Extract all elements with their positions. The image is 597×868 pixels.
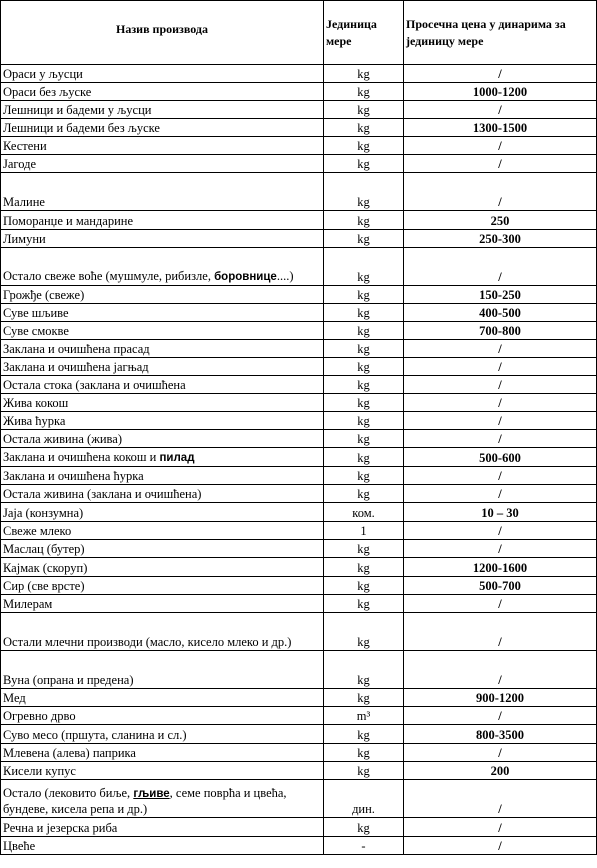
price-cell: / — [404, 430, 597, 448]
unit-cell: kg — [324, 595, 404, 613]
price-cell: / — [404, 137, 597, 155]
unit-cell: kg — [324, 412, 404, 430]
unit-cell: kg — [324, 322, 404, 340]
table-row — [1, 83, 597, 101]
table-row — [1, 744, 597, 762]
unit-cell: 1 — [324, 522, 404, 540]
unit-cell: kg — [324, 230, 404, 248]
table-row — [1, 376, 597, 394]
table-row — [1, 577, 597, 595]
price-cell: / — [404, 248, 597, 286]
price-cell: / — [404, 101, 597, 119]
unit-cell: m³ — [324, 707, 404, 725]
unit-cell: kg — [324, 394, 404, 412]
table-row — [1, 837, 597, 855]
unit-cell: kg — [324, 358, 404, 376]
table-row — [1, 503, 597, 522]
unit-cell: kg — [324, 485, 404, 503]
table-row — [1, 119, 597, 137]
price-cell: 250 — [404, 211, 597, 230]
price-cell: / — [404, 540, 597, 558]
price-cell: / — [404, 485, 597, 503]
price-cell: / — [404, 155, 597, 173]
price-cell: 400-500 — [404, 304, 597, 322]
product-name: Лешници и бадеми у љусци — [1, 101, 324, 119]
table-row — [1, 613, 597, 651]
unit-cell: kg — [324, 286, 404, 304]
product-name: Милерам — [1, 595, 324, 613]
table-row — [1, 818, 597, 837]
price-cell: / — [404, 613, 597, 651]
product-name: Суво месо (пршута, сланина и сл.) — [1, 725, 324, 744]
price-cell: / — [404, 376, 597, 394]
table-row — [1, 780, 597, 818]
unit-cell: дин. — [324, 780, 404, 818]
price-cell: / — [404, 818, 597, 837]
product-name: Речна и језерска риба — [1, 818, 324, 837]
product-name: Остала живина (заклана и очишћена) — [1, 485, 324, 503]
unit-cell: kg — [324, 651, 404, 689]
price-cell: 200 — [404, 762, 597, 780]
header-row — [1, 1, 597, 65]
price-cell: / — [404, 837, 597, 855]
table-row — [1, 540, 597, 558]
unit-cell: kg — [324, 65, 404, 83]
table-row — [1, 155, 597, 173]
product-name: Огревно дрво — [1, 707, 324, 725]
product-name: Лешници и бадеми без љуске — [1, 119, 324, 137]
product-name: Кестени — [1, 137, 324, 155]
unit-cell: ком. — [324, 503, 404, 522]
product-name — [1, 448, 324, 467]
table-row — [1, 286, 597, 304]
table-row — [1, 394, 597, 412]
product-name: Млевена (алева) паприка — [1, 744, 324, 762]
product-name: Сир (све врсте) — [1, 577, 324, 595]
product-name: Жива кокош — [1, 394, 324, 412]
table-row — [1, 211, 597, 230]
price-cell: / — [404, 173, 597, 211]
product-name-part: Заклана и очишћена кокош и — [3, 450, 160, 464]
table-row — [1, 689, 597, 707]
header-price: Просечна цена у динарима за јединицу мере — [404, 1, 597, 65]
product-name: Поморанџе и мандарине — [1, 211, 324, 230]
product-name: Маслац (бутер) — [1, 540, 324, 558]
product-name: Суве шљиве — [1, 304, 324, 322]
unit-cell: - — [324, 837, 404, 855]
header-unit: Јединица мере — [324, 1, 404, 65]
table-row — [1, 173, 597, 211]
price-cell: / — [404, 358, 597, 376]
table-row — [1, 137, 597, 155]
product-name: Суве смокве — [1, 322, 324, 340]
product-name-part: Остало (лековито биље, — [3, 786, 134, 800]
product-name: Малине — [1, 173, 324, 211]
unit-cell: kg — [324, 448, 404, 467]
price-cell: / — [404, 595, 597, 613]
table-row — [1, 230, 597, 248]
table-row — [1, 558, 597, 577]
table-row — [1, 762, 597, 780]
price-cell: 800-3500 — [404, 725, 597, 744]
product-name: Свеже млеко — [1, 522, 324, 540]
table-row — [1, 485, 597, 503]
unit-cell: kg — [324, 577, 404, 595]
product-name-part: Остало свеже воће (мушмуле, рибизле, — [3, 269, 211, 283]
price-cell: 500-600 — [404, 448, 597, 467]
unit-cell: kg — [324, 558, 404, 577]
price-cell: 900-1200 — [404, 689, 597, 707]
table-row — [1, 101, 597, 119]
product-name-part: , семе поврћа и цвећа, бундеве, кисела репа и др.) — [3, 786, 287, 816]
unit-cell: kg — [324, 762, 404, 780]
unit-cell: kg — [324, 467, 404, 485]
table-row — [1, 358, 597, 376]
table-row — [1, 65, 597, 83]
unit-cell: kg — [324, 689, 404, 707]
product-name-part: ....) — [276, 269, 294, 283]
unit-cell: kg — [324, 304, 404, 322]
table-row — [1, 707, 597, 725]
unit-cell: kg — [324, 376, 404, 394]
unit-cell: kg — [324, 119, 404, 137]
price-cell: / — [404, 467, 597, 485]
price-cell: 1300-1500 — [404, 119, 597, 137]
price-cell: / — [404, 744, 597, 762]
product-name-emphasis: пилад — [159, 452, 195, 464]
unit-cell: kg — [324, 137, 404, 155]
product-name: Мед — [1, 689, 324, 707]
product-name: Кисели купус — [1, 762, 324, 780]
product-name: Ораси без љуске — [1, 83, 324, 101]
table-row — [1, 304, 597, 322]
price-cell: 10 – 30 — [404, 503, 597, 522]
product-name-emphasis: боровнице — [214, 271, 277, 283]
product-name-emphasis: гљиве — [133, 788, 170, 800]
product-name: Заклана и очишћена прасад — [1, 340, 324, 358]
product-name: Заклана и очишћена јагњад — [1, 358, 324, 376]
unit-cell: kg — [324, 540, 404, 558]
price-cell: / — [404, 522, 597, 540]
price-cell: / — [404, 707, 597, 725]
table-row — [1, 522, 597, 540]
product-name: Цвеће — [1, 837, 324, 855]
unit-cell: kg — [324, 340, 404, 358]
product-name: Јаја (конзумна) — [1, 503, 324, 522]
price-cell: 1000-1200 — [404, 83, 597, 101]
table-row — [1, 322, 597, 340]
unit-cell: kg — [324, 211, 404, 230]
unit-cell: kg — [324, 725, 404, 744]
unit-cell: kg — [324, 430, 404, 448]
product-name: Вуна (опрана и предена) — [1, 651, 324, 689]
table-row — [1, 725, 597, 744]
product-name: Ораси у љусци — [1, 65, 324, 83]
product-name: Остала стока (заклана и очишћена — [1, 376, 324, 394]
price-cell: / — [404, 65, 597, 83]
product-name: Грожђе (свеже) — [1, 286, 324, 304]
product-name: Заклана и очишћена ћурка — [1, 467, 324, 485]
price-cell: / — [404, 412, 597, 430]
table-row — [1, 595, 597, 613]
unit-cell: kg — [324, 613, 404, 651]
unit-cell: kg — [324, 818, 404, 837]
price-cell: / — [404, 394, 597, 412]
unit-cell: kg — [324, 744, 404, 762]
price-cell: 1200-1600 — [404, 558, 597, 577]
unit-cell: kg — [324, 83, 404, 101]
price-cell: / — [404, 340, 597, 358]
price-cell: / — [404, 780, 597, 818]
table-row — [1, 448, 597, 467]
unit-cell: kg — [324, 248, 404, 286]
price-cell: 150-250 — [404, 286, 597, 304]
product-name: Остала живина (жива) — [1, 430, 324, 448]
table-row — [1, 467, 597, 485]
product-name: Лимуни — [1, 230, 324, 248]
table-row — [1, 340, 597, 358]
price-cell: 500-700 — [404, 577, 597, 595]
price-cell: 250-300 — [404, 230, 597, 248]
unit-cell: kg — [324, 155, 404, 173]
header-product-name: Назив производа — [1, 1, 324, 65]
product-name: Остали млечни производи (масло, кисело млеко и др.) — [1, 613, 324, 651]
table-row — [1, 651, 597, 689]
unit-cell: kg — [324, 101, 404, 119]
product-name: Кајмак (скоруп) — [1, 558, 324, 577]
table-row — [1, 412, 597, 430]
table-row — [1, 248, 597, 286]
product-name: Јагоде — [1, 155, 324, 173]
product-name — [1, 248, 324, 286]
price-cell: / — [404, 651, 597, 689]
product-name — [1, 780, 324, 818]
unit-cell: kg — [324, 173, 404, 211]
product-name: Жива ћурка — [1, 412, 324, 430]
table-row — [1, 430, 597, 448]
price-cell: 700-800 — [404, 322, 597, 340]
